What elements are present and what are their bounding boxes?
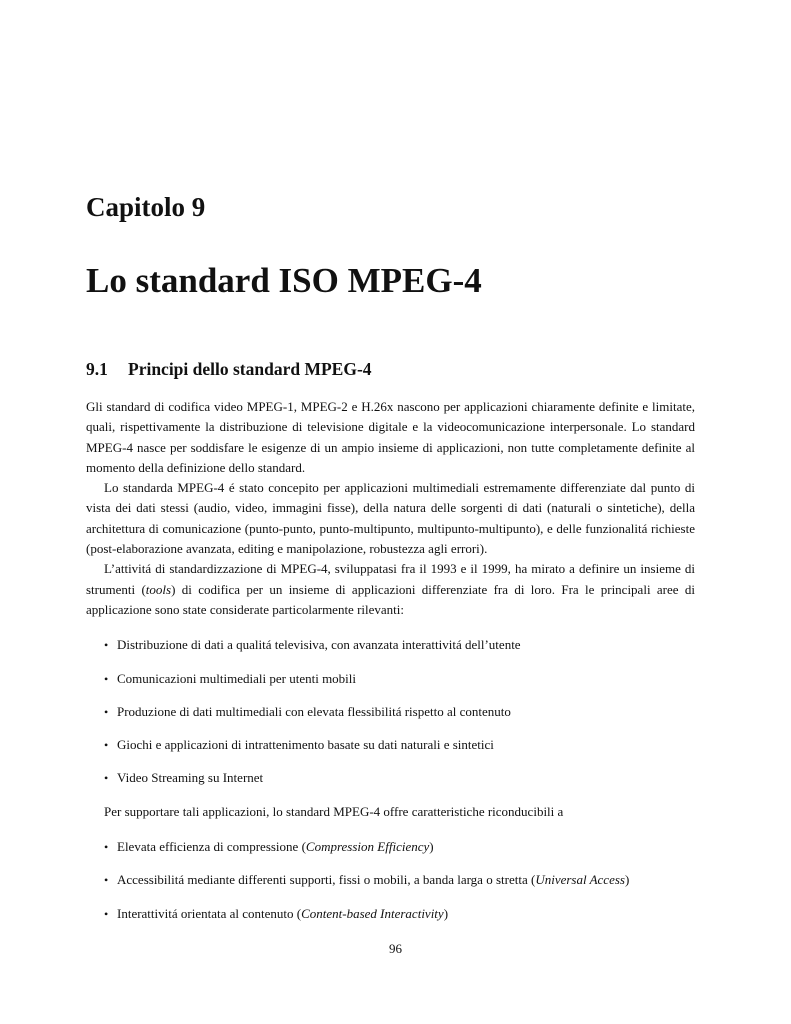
features-list	[86, 837, 695, 924]
bullet-icon: •	[104, 671, 109, 686]
list-item-text: Interattivitá orientata al contenuto (	[117, 905, 302, 921]
paragraph-1: Gli standard di codifica video MPEG-1, MPEG-2 e H.26x nascono per applicazioni chiaramente definite e limitate, quali, rispettivamente la distribuzione di televisione digitale e la videocomunicazione interpersonale. Lo standard MPEG-4 nasce per soddisfare le esigenze di un ampio insieme di applicazioni, non tutte completamente definite al momento della definizione dello standard.	[86, 399, 695, 475]
list-item-text: Video Streaming su Internet	[117, 770, 264, 786]
list-item	[86, 735, 695, 755]
list-item-text: Distribuzione di dati a qualitá televisiva, con avanzata interattivitá dell’utente	[117, 637, 521, 653]
bullet-icon: •	[104, 638, 109, 653]
bullet-icon: •	[104, 771, 109, 786]
list-item-text: Comunicazioni multimediali per utenti mobili	[117, 670, 357, 686]
bullet-icon: •	[104, 738, 109, 753]
list-item-text: Elevata efficienza di compressione (	[117, 839, 306, 855]
list-item	[86, 669, 695, 689]
bullet-icon: •	[104, 840, 109, 855]
list-item-text: Accessibilitá mediante differenti supporti, fissi o mobili, a banda larga o stretta (	[117, 872, 536, 888]
list-item	[86, 768, 695, 788]
list-item-close: )	[624, 872, 630, 888]
section-heading	[86, 357, 372, 381]
bullet-icon: •	[104, 704, 109, 719]
list-item	[86, 870, 695, 890]
paragraph-3	[86, 559, 695, 620]
section-number: 9.1	[86, 359, 108, 379]
list-item-text: Giochi e applicazioni di intrattenimento basate su dati naturali e sintetici	[117, 737, 494, 753]
list-item	[86, 702, 695, 722]
list-item	[86, 904, 695, 924]
application-areas-list	[86, 635, 695, 788]
section-title: Principi dello standard MPEG-4	[128, 359, 372, 379]
chapter-title: Lo standard ISO MPEG-4	[86, 261, 482, 300]
list-item-text: Produzione di dati multimediali con elevata flessibilitá rispetto al contenuto	[117, 703, 511, 719]
bullet-icon: •	[104, 873, 109, 888]
chapter-label: Capitolo 9	[86, 192, 206, 222]
list-item	[86, 635, 695, 655]
bullet-icon: •	[104, 906, 109, 921]
paragraph-3-italic-term: tools	[145, 581, 172, 597]
page-number: 96	[389, 941, 402, 956]
list-item	[86, 837, 695, 857]
paragraph-3-text-b: ) di codifica per un insieme di applicazioni differenziate fra di loro. Fra le principali aree di applicazione sono state considerate particolarmente rilevanti:	[86, 581, 695, 617]
features-intro: Per supportare tali applicazioni, lo standard MPEG-4 offre caratteristiche riconducibili a	[104, 803, 564, 819]
list-item-term: Universal Access	[535, 872, 625, 888]
body-text	[86, 397, 695, 924]
list-item-term: Compression Efficiency	[305, 839, 430, 855]
paragraph-3-text-a: L’attivitá di standardizzazione di MPEG-4, sviluppatasi fra il 1993 e il 1999, ha mirato a definire un insieme di strumenti (	[86, 561, 695, 597]
list-item-close: )	[429, 839, 434, 855]
list-item-term: Content-based Interactivity	[301, 905, 444, 921]
paragraph-2: Lo standarda MPEG-4 é stato concepito per applicazioni multimediali estremamente differenziate dal punto di vista dei dati stessi (audio, video, immagini fisse), della natura delle sorgenti di dati (naturali o sintetiche), della architettura di comunicazione (punto-punto, punto-multipunto, multipunto-multipunto), e delle funzionalitá richieste (post-elaborazione avanzata, editing e manipolazione, robustezza agli errori).	[86, 480, 695, 557]
list-item-close: )	[443, 905, 449, 921]
